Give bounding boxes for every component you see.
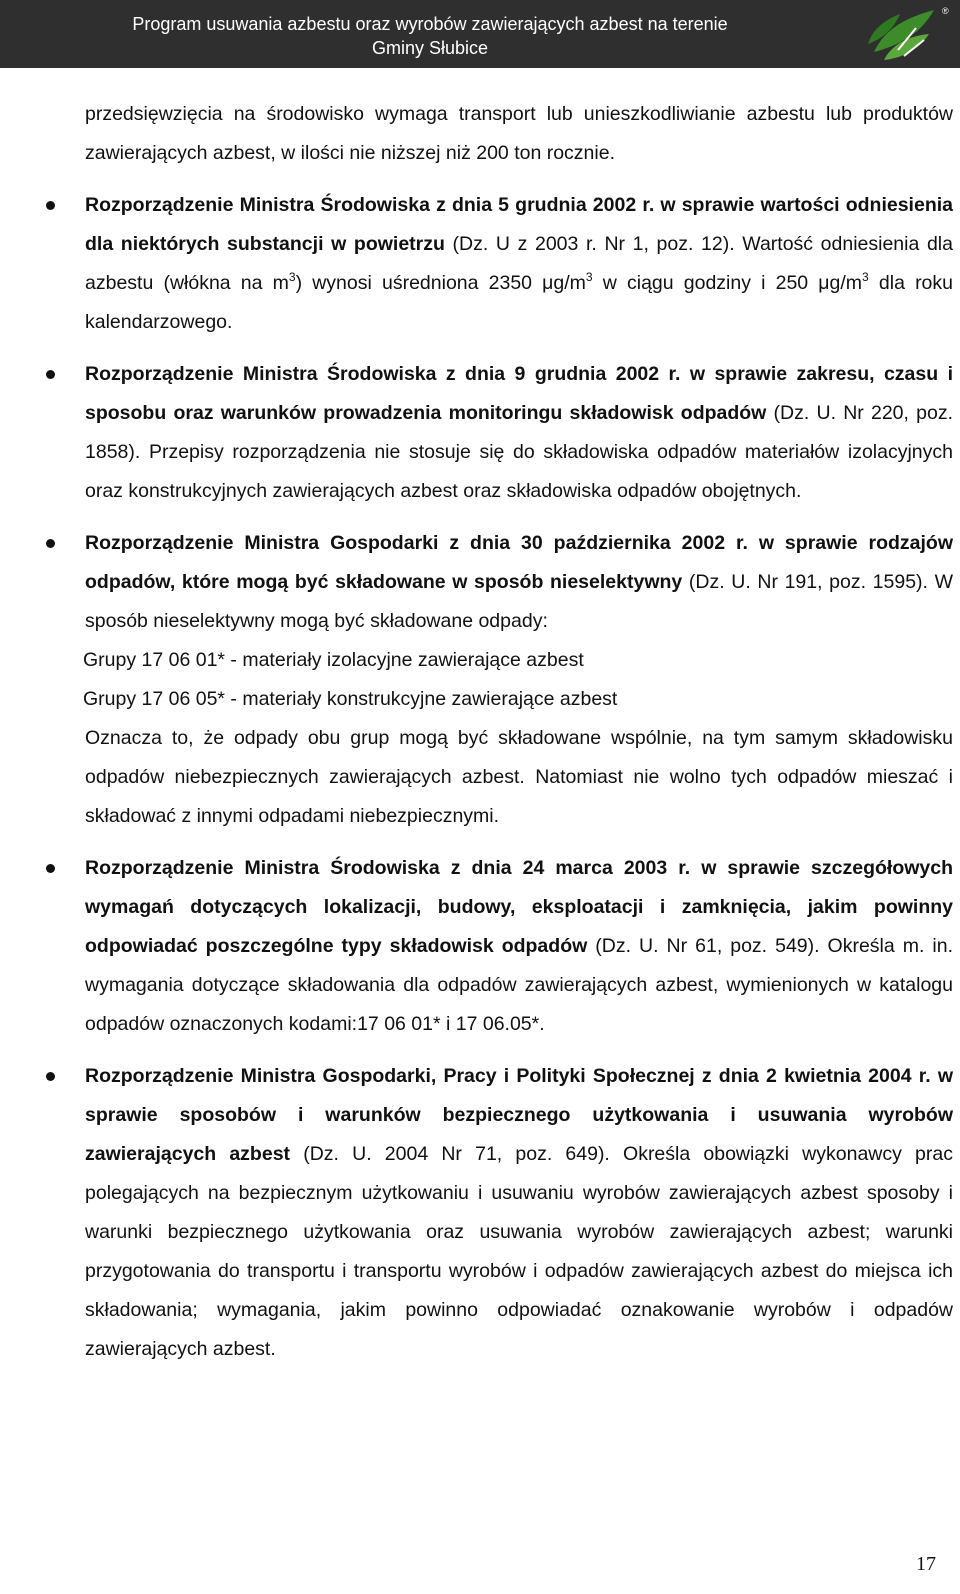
regulation-title: Rozporządzenie Ministra Środowiska z dnia 5 grudnia 2002 r. w sprawie wartości odniesienia dla niektórych substancji w powietrzu [85, 194, 953, 255]
bullet-icon [46, 539, 55, 548]
page-header [0, 0, 960, 68]
header-title-line1: Program usuwania azbestu oraz wyrobów zawierających azbest na terenie [132, 14, 728, 34]
regulation-text: (Dz. U z 2003 r. Nr 1, poz. 12). Wartość odniesienia dla azbestu (włókna na m [85, 233, 953, 294]
list-item [85, 186, 953, 342]
list-item-text [85, 849, 953, 1044]
regulation-text: (Dz. U. Nr 220, poz. 1858). Przepisy rozporządzenia nie stosuje się do składowiska odpadów materiałów izolacyjnych oraz konstrukcyjnych zawierających azbest oraz składowiska odpadów obojętnych. [85, 402, 953, 502]
explanation-paragraph: Oznacza to, że odpady obu grup mogą być składowane wspólnie, na tym samym składowisku odpadów niebezpiecznych zawierających azbest. Natomiast nie wolno tych odpadów mieszać i składować z innymi odpadami niebezpiecznymi. [85, 727, 953, 827]
document-body [85, 95, 953, 1369]
regulation-text: w ciągu godziny i 250 μg/m [592, 272, 863, 294]
page-number: 17 [916, 1553, 936, 1575]
regulation-text: (Dz. U. Nr 61, poz. 549). Określa m. in. wymagania dotyczące składowania dla odpadów zawierających azbest, wymienionych w katalogu odpadów oznaczonych kodami:17 06 01* i 17 06.05*. [85, 935, 954, 1035]
registered-mark: ® [942, 6, 949, 16]
header-title-line2: Gminy Słubice [371, 38, 489, 58]
regulation-title: Rozporządzenie Ministra Środowiska z dnia 9 grudnia 2002 r. w sprawie zakresu, czasu i sposobu oraz warunków prowadzenia monitoringu składowisk odpadów [85, 363, 953, 424]
regulation-text: ) wynosi uśredniona 2350 μg/m [295, 272, 586, 294]
superscript: 3 [862, 270, 869, 284]
leaf-logo [854, 0, 954, 70]
header-title [0, 12, 860, 60]
superscript: 3 [585, 270, 593, 284]
waste-group-line: Grupy 17 06 01* - materiały izolacyjne zawierające azbest [83, 649, 584, 671]
bullet-icon [46, 864, 55, 873]
bullet-icon [46, 201, 55, 210]
list-item-text [85, 186, 953, 342]
list-item [85, 849, 953, 1044]
bullet-icon [46, 370, 55, 379]
list-item [85, 524, 953, 836]
regulation-title: Rozporządzenie Ministra Środowiska z dnia 24 marca 2003 r. w sprawie szczegółowych wymagań dotyczących lokalizacji, budowy, eksploatacji i zamknięcia, jakim powinny odpowiadać poszczególne typy składowisk odpadów [85, 857, 953, 957]
superscript: 3 [288, 270, 296, 284]
list-item-text [85, 355, 953, 511]
list-item-text [85, 524, 953, 641]
list-item [85, 1057, 953, 1369]
waste-group-line: Grupy 17 06 05* - materiały konstrukcyjne zawierające azbest [83, 688, 618, 710]
list-item-text [85, 1057, 953, 1369]
regulation-text: (Dz. U. Nr 191, poz. 1595). W sposób nieselektywny mogą być składowane odpady: [85, 571, 953, 632]
regulation-title: Rozporządzenie Ministra Gospodarki, Pracy i Polityki Społecznej z dnia 2 kwietnia 2004 r. w sprawie sposobów i warunków bezpiecznego użytkowania i usuwania wyrobów zawierających azbest [85, 1065, 953, 1165]
bullet-icon [46, 1072, 55, 1081]
list-item [85, 355, 953, 511]
regulation-text: dla roku kalendarzowego. [85, 272, 953, 333]
regulation-text: (Dz. U. 2004 Nr 71, poz. 649). Określa obowiązki wykonawcy prac polegających na bezpiecznym użytkowaniu i usuwaniu wyrobów zawierających azbest sposoby i warunki bezpiecznego użytkowania oraz usuwania wyrobów zawierających azbest; warunki przygotowania do transportu i transportu wyrobów i odpadów zawierających azbest do miejsca ich składowania; wymagania, jakim powinno odpowiadać oznakowanie wyrobów i odpadów zawierających azbest. [85, 1143, 953, 1360]
intro-paragraph: przedsięwzięcia na środowisko wymaga transport lub unieszkodliwianie azbestu lub produktów zawierających azbest, w ilości nie niższej niż 200 ton rocznie. [85, 103, 953, 164]
regulation-title: Rozporządzenie Ministra Gospodarki z dnia 30 października 2002 r. w sprawie rodzajów odpadów, które mogą być składowane w sposób nieselektywny [85, 532, 953, 593]
